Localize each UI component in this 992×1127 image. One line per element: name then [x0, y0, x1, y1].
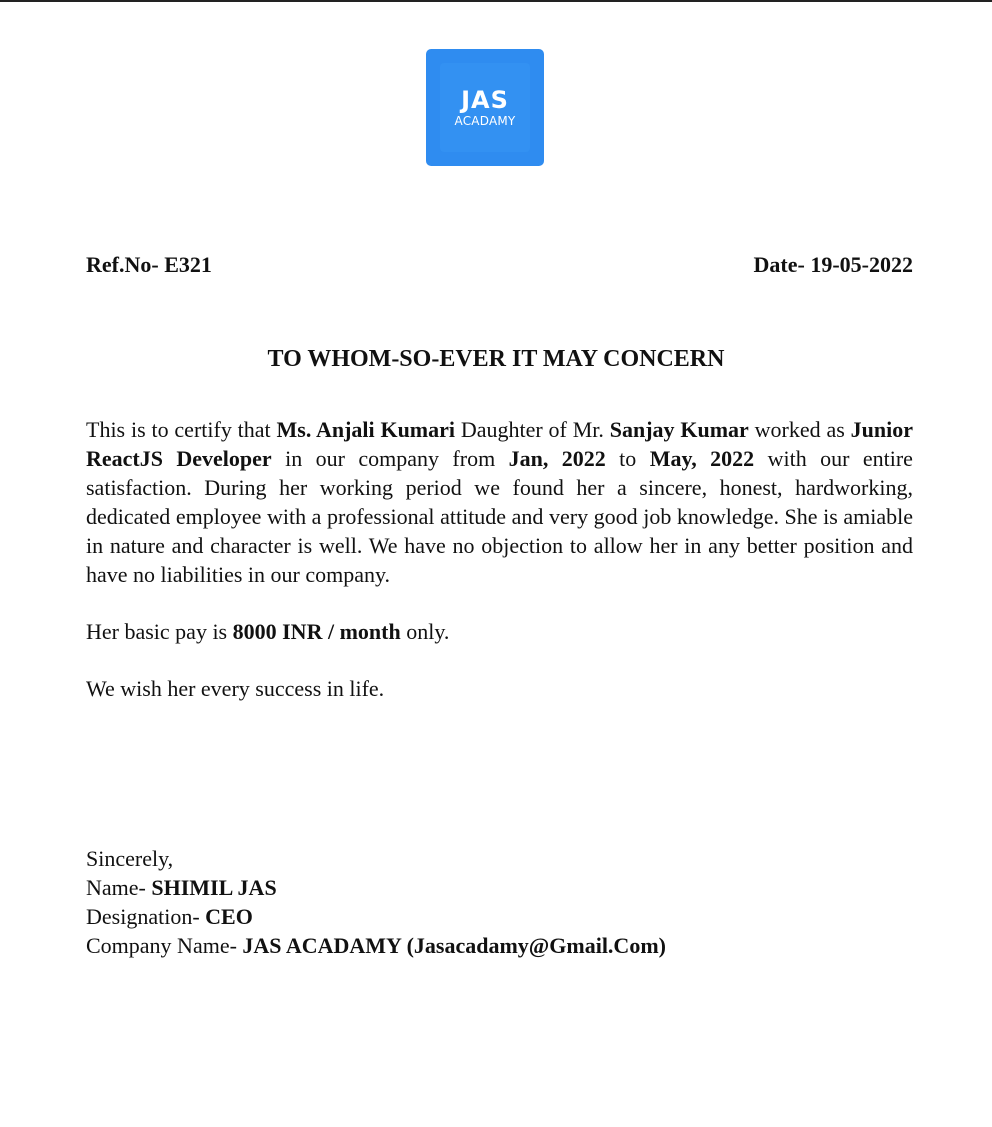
signatory-name: SHIMIL JAS [151, 875, 277, 900]
logo-text-primary: JAS [461, 85, 509, 114]
designation-line [86, 902, 666, 931]
job-title: Junior ReactJS Developer [86, 417, 913, 471]
signature-block [86, 844, 666, 960]
pay-text: only. [400, 619, 450, 644]
body-text: with our entire satisfaction. During her working period we found her a sincere, honest, hardworking, dedicated employee with a professional attitude and very good job knowledge. She is amiable in nature and character is well. We have no objection to allow her in any better position and have no liabilities in our company. [86, 446, 913, 587]
body-text: to [605, 446, 650, 471]
start-date: Jan, 2022 [508, 446, 606, 471]
body-text: worked as [748, 417, 851, 442]
top-border [0, 0, 992, 2]
closing-wish: We wish her every success in life. [86, 676, 385, 701]
designation-value: CEO [205, 904, 253, 929]
logo-text-secondary: ACADAMY [454, 113, 516, 128]
signatory-name-line [86, 873, 666, 902]
letter-date: Date- 19-05-2022 [753, 252, 913, 277]
salary-amount: 8000 INR / month [232, 619, 401, 644]
reference-number: Ref.No- E321 [86, 252, 212, 277]
parent-name: Sanjay Kumar [609, 417, 749, 442]
letter-heading: TO WHOM-SO-EVER IT MAY CONCERN [267, 346, 725, 372]
salary-line [86, 617, 449, 646]
end-date: May, 2022 [649, 446, 755, 471]
closing-salutation: Sincerely, [86, 846, 174, 871]
company-label: Company Name- [86, 933, 243, 958]
body-text: This is to certify that [86, 417, 277, 442]
company-logo [426, 49, 544, 166]
designation-label: Designation- [86, 904, 206, 929]
company-value: JAS ACADAMY (Jasacadamy@Gmail.Com) [242, 933, 666, 958]
body-text: Daughter of Mr. [455, 417, 610, 442]
name-label: Name- [86, 875, 152, 900]
certificate-body [86, 415, 913, 589]
company-line [86, 931, 666, 960]
employee-name: Ms. Anjali Kumari [276, 417, 456, 442]
pay-text: Her basic pay is [86, 619, 233, 644]
body-text: in our company from [271, 446, 509, 471]
